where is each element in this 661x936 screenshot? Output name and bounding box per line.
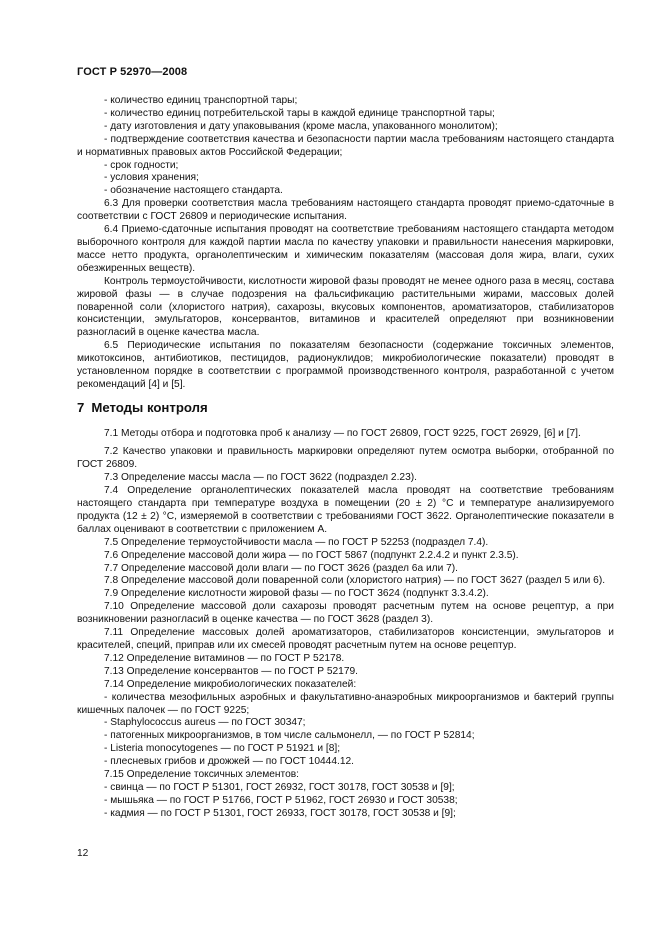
paragraph-6-3: 6.3 Для проверки соответствия масла требованиям настоящего стандарта проводят приемо-сдаточные в соответствии с ГОСТ 26809 и периодические испытания. — [77, 198, 614, 223]
paragraph-6-4: 6.4 Приемо-сдаточные испытания проводят на соответствие требованиям настоящего стандарта методом выборочного контроля для каждой партии масла по качеству упаковки и правильности нанесения маркировки, массе нетто продукта, органолептическим и химическим показателям (массовая доля жира, влаги, сухих обезжиренных веществ). — [77, 224, 614, 274]
list-item: - количества мезофильных аэробных и факультативно-анаэробных микроорганизмов и бактерий группы кишечных палочек — по ГОСТ 9225; — [77, 691, 614, 716]
section-title: Методы контроля — [91, 400, 208, 415]
paragraph-7-5: 7.5 Определение термоустойчивости масла — по ГОСТ Р 52253 (подраздел 7.4). — [104, 536, 489, 548]
list-item: - обозначение настоящего стандарта. — [104, 185, 283, 197]
paragraph-7-8: 7.8 Определение массовой доли поваренной соли (хлористого натрия) — по ГОСТ 3627 (раздел 5 или 6). — [104, 575, 606, 587]
list-item: - Listeria monocytogenes — по ГОСТ Р 51921 и [8]; — [104, 743, 341, 755]
document-header: ГОСТ Р 52970—2008 — [77, 66, 188, 78]
list-item: - Staphylococcus aureus — по ГОСТ 30347; — [104, 717, 306, 729]
paragraph-control: Контроль термоустойчивости, кислотности жировой фазы проводят не менее одного раза в месяц, состава жировой фазы — в случае подозрения на фальсификацию растительными жирами, массовых долей поваренной соли (хлористого натрия), сахарозы, вкусовых компонентов, ароматизаторов, стабилизаторов консистенции, эмульгаторов, консервантов, витаминов и красителей определяют при возникновении разногласий в оценке качества масла. — [77, 275, 614, 339]
paragraph-7-14: 7.14 Определение микробиологических показателей: — [104, 678, 357, 690]
section-7-heading — [77, 400, 208, 415]
list-item: - количество единиц потребительской тары в каждой единице транспортной тары; — [104, 107, 495, 119]
list-item: - плесневых грибов и дрожжей — по ГОСТ 10444.12. — [104, 756, 355, 768]
list-item: - срок годности; — [104, 159, 179, 171]
paragraph-6-5: 6.5 Периодические испытания по показателям безопасности (содержание токсичных элементов, микотоксинов, антибиотиков, пестицидов, радионуклидов; микробиологические показатели) проводят в установленном порядке в соответствии с программой производственного контроля, разработанной с учетом рекомендаций [4] и [5]. — [77, 340, 614, 390]
list-item: - условия хранения; — [104, 172, 199, 184]
section-7-body — [77, 428, 614, 821]
paragraph-7-12: 7.12 Определение витаминов — по ГОСТ Р 52178. — [104, 652, 345, 664]
list-item: - свинца — по ГОСТ Р 51301, ГОСТ 26932, ГОСТ 30178, ГОСТ 30538 и [9]; — [104, 781, 455, 793]
list-item: - подтверждение соответствия качества и безопасности партии масла требованиям настоящего стандарта и нормативных правовых актов Российской Федерации; — [77, 133, 614, 158]
paragraph-7-9: 7.9 Определение кислотности жировой фазы — по ГОСТ 3624 (подпункт 3.3.4.2). — [104, 588, 489, 600]
list-item: - мышьяка — по ГОСТ Р 51766, ГОСТ Р 51962, ГОСТ 26930 и ГОСТ 30538; — [104, 794, 458, 806]
list-item: - кадмия — по ГОСТ Р 51301, ГОСТ 26933, ГОСТ 30178, ГОСТ 30538 и [9]; — [104, 807, 456, 819]
paragraph-7-6: 7.6 Определение массовой доли жира — по ГОСТ 5867 (подпункт 2.2.4.2 и пункт 2.3.5). — [104, 549, 519, 561]
list-item: - патогенных микроорганизмов, в том числе сальмонелл, — по ГОСТ Р 52814; — [104, 730, 475, 742]
page-number: 12 — [77, 848, 89, 859]
paragraph-7-3: 7.3 Определение массы масла — по ГОСТ 3622 (подраздел 2.23). — [104, 472, 417, 484]
paragraph-7-10: 7.10 Определение массовой доли сахарозы проводят расчетным путем на основе рецептур, а при возникновении разногласий в оценке качества — по ГОСТ 3628 (раздел 3). — [77, 601, 614, 626]
section-6-continued — [77, 95, 614, 392]
section-number: 7 — [77, 400, 85, 415]
paragraph-7-7: 7.7 Определение массовой доли влаги — по ГОСТ 3626 (раздел 6а или 7). — [104, 562, 459, 574]
paragraph-7-2: 7.2 Качество упаковки и правильность маркировки определяют путем осмотра выборки, отобранной по ГОСТ 26809. — [77, 446, 614, 471]
paragraph-7-1: 7.1 Методы отбора и подготовка проб к анализу — по ГОСТ 26809, ГОСТ 9225, ГОСТ 26929, [6] и [7]. — [104, 428, 581, 439]
paragraph-7-13: 7.13 Определение консервантов — по ГОСТ Р 52179. — [104, 665, 358, 677]
paragraph-7-4: 7.4 Определение органолептических показателей масла проводят на соответствие требованиям настоящего стандарта при температуре воздуха в помещении (20 ± 2) °С и температуре анализируемого продукта (12 ± 2) °С, измеряемой в соответствии с требованиями ГОСТ 3622. Органолептические показатели в баллах оценивают в соответствии с приложением А. — [77, 485, 614, 535]
paragraph-7-15: 7.15 Определение токсичных элементов: — [104, 769, 299, 781]
list-item: - дату изготовления и дату упаковывания (кроме масла, упакованного монолитом); — [104, 120, 498, 132]
paragraph-7-11: 7.11 Определение массовых долей ароматизаторов, стабилизаторов консистенции, эмульгаторов и красителей, специй, приправ или их смесей проводят расчетным путем на основе рецептур. — [77, 627, 614, 651]
list-item: - количество единиц транспортной тары; — [104, 95, 298, 106]
